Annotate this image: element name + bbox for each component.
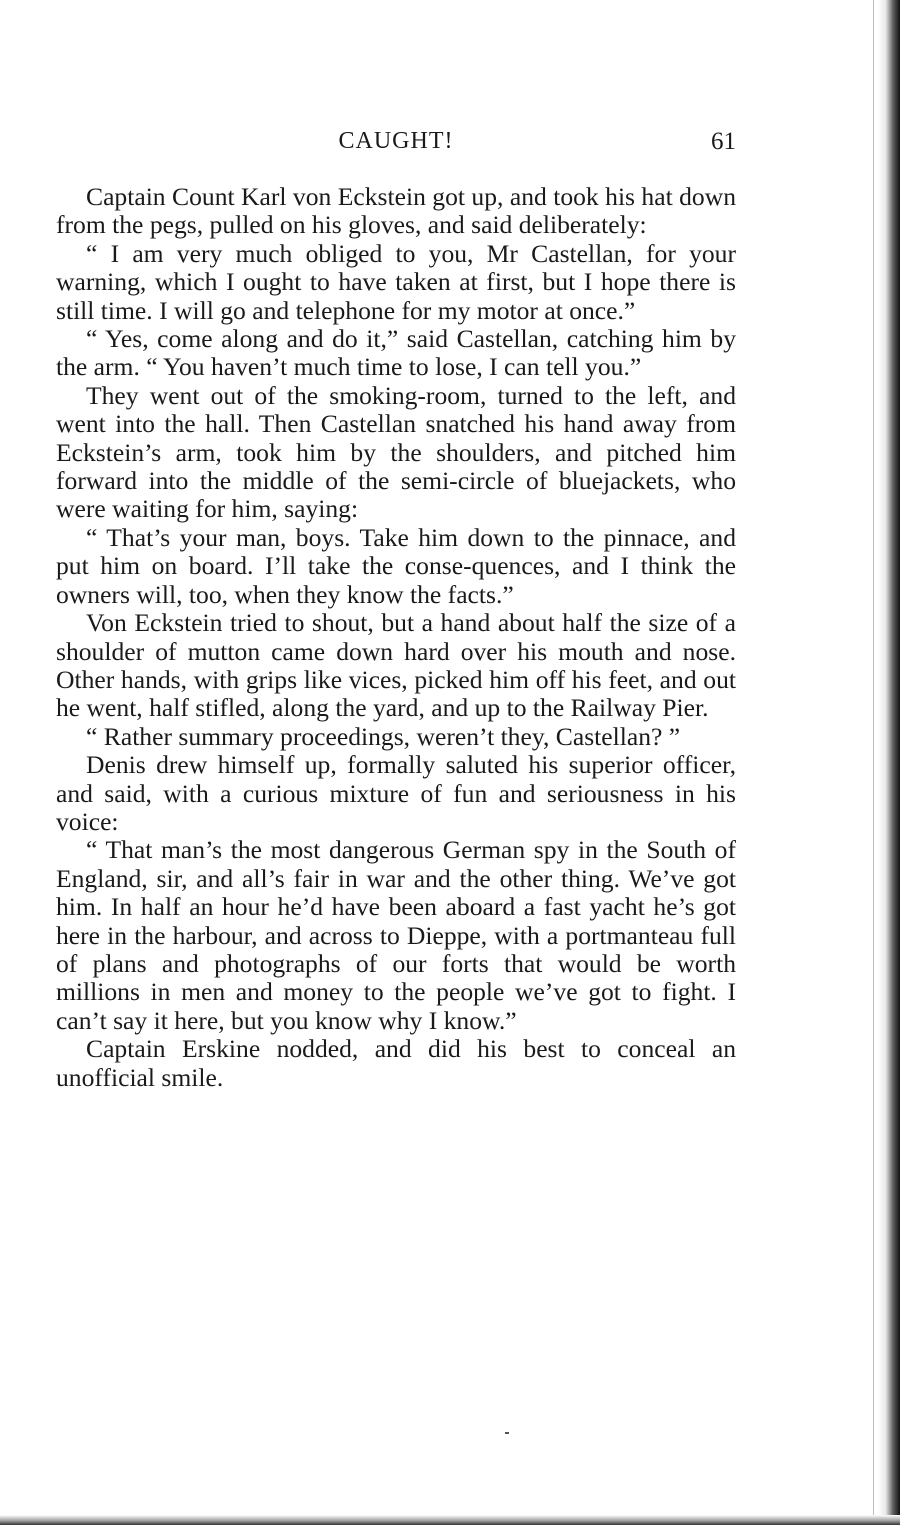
body-text xyxy=(56,183,736,1092)
paragraph: “ Yes, come along and do it,” said Castellan, catching him by the arm. “ You haven’t much time to lose, I can tell you.” xyxy=(56,324,736,382)
running-head: CAUGHT! xyxy=(338,128,454,154)
paragraph: They went out of the smoking-room, turned to the left, and went into the hall. Then Castellan snatched his hand away from Eckstein’s arm, took him by the shoulders, and pitched him forward into the middle of the semi-circle of bluejackets, who were waiting for him, saying: xyxy=(56,380,736,524)
paragraph: Captain Count Karl von Eckstein got up, and took his hat down from the pegs, pulled on his gloves, and said deliberately: xyxy=(56,182,736,240)
paragraph: “ I am very much obliged to you, Mr Castellan, for your warning, which I ought to have taken at first, but I hope there is still time. I will go and telephone for my motor at once.” xyxy=(56,238,736,325)
paragraph: Denis drew himself up, formally saluted his superior officer, and said, with a curious mixture of fun and seriousness in his voice: xyxy=(56,750,736,836)
paragraph: “ That’s your man, boys. Take him down to the pinnace, and put him on board. I’ll take the conse-quences, and I think the owners will, too, when they know the facts.” xyxy=(56,522,736,609)
page-edge-line xyxy=(873,0,874,1525)
paragraph: Captain Erskine nodded, and did his best to conceal an unofficial smile. xyxy=(56,1034,736,1092)
book-page-bottom-edge xyxy=(0,1515,900,1525)
ink-speck xyxy=(505,1432,509,1434)
paragraph: “ That man’s the most dangerous German spy in the South of England, sir, and all’s fair in war and the other thing. We’ve got him. In half an hour he’d have been aboard a fast yacht he’s got here in the harbour, and across to Dieppe, with a portmanteau full of plans and photographs of our forts that would be worth millions in men and money to the people we’ve got to fight. I can’t say it here, but you know why I know.” xyxy=(56,835,736,1035)
page-header xyxy=(56,128,736,162)
page-number: 61 xyxy=(711,128,736,155)
paragraph: “ Rather summary proceedings, weren’t they, Castellan? ” xyxy=(86,721,681,751)
book-page-edge xyxy=(878,0,900,1525)
paragraph: Von Eckstein tried to shout, but a hand about half the size of a shoulder of mutton came down hard over his mouth and nose. Other hands, with grips like vices, picked him off his feet, and out he went, half stifled, along the yard, and up to the Railway Pier. xyxy=(56,608,736,723)
